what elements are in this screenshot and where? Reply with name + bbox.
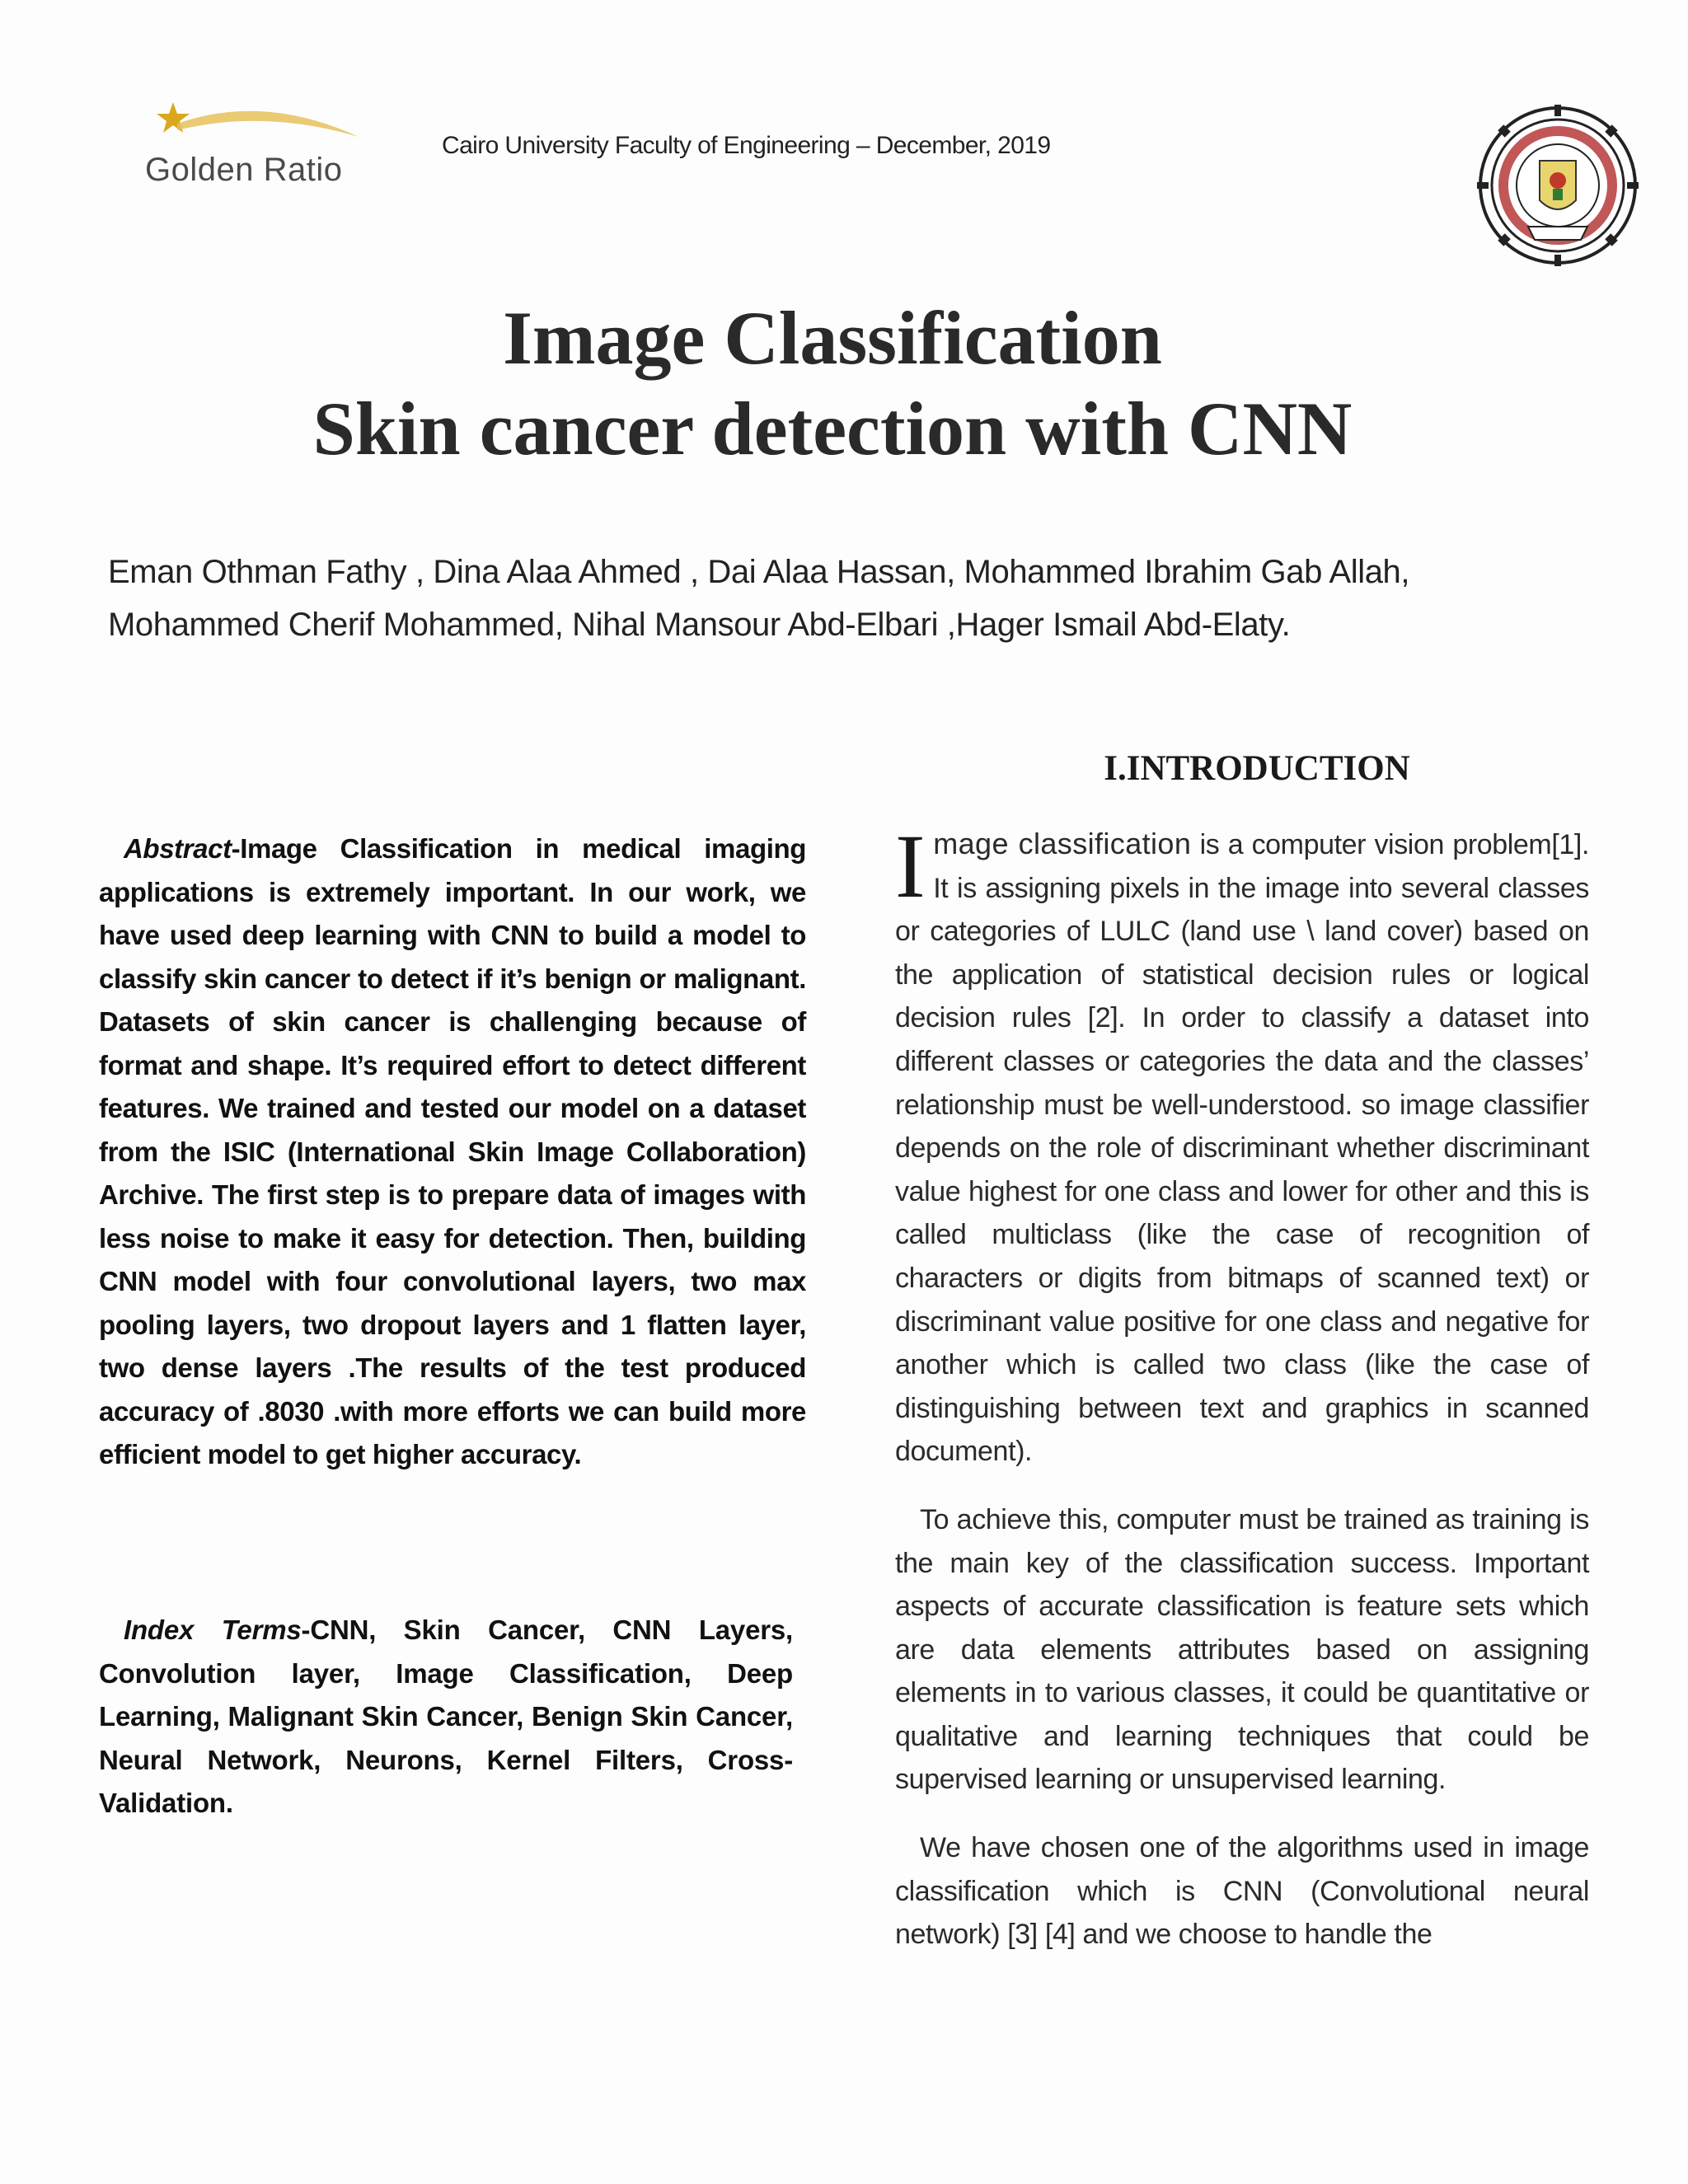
drop-cap: I bbox=[895, 816, 926, 916]
title-line-2: Skin cancer detection with CNN bbox=[312, 387, 1353, 471]
paper-title bbox=[0, 293, 1665, 474]
index-terms-paragraph bbox=[99, 1609, 793, 1825]
intro-paragraph-1 bbox=[895, 816, 1589, 1474]
intro-paragraph-1-text: is a computer vision problem[1]. It is assigning pixels in the image into several classes or categories of LULC (land use \ land cover) based on the application of statistical decision rules or logical decision rules [2]. In order to classify a dataset into different classes or categories the data and the classes’ relationship must be well-understood. so image classifier depends on the role of discriminant whether discriminant value highest for one class and lower for other and this is called multiclass (like the case of recognition of characters or digits from bitmaps of scanned text) or discriminant value positive for one class and negative for another which is called two class (like the case of distinguishing between text and graphics in scanned document). bbox=[895, 829, 1589, 1468]
logo-text: Golden Ratio bbox=[145, 152, 343, 188]
author-list bbox=[108, 546, 1592, 651]
introduction-body bbox=[895, 816, 1589, 1981]
index-terms-label: Index Terms bbox=[124, 1615, 302, 1645]
authors-line-1: Eman Othman Fathy , Dina Alaa Ahmed , Dai Alaa Hassan, Mohammed Ibrahim Gab Allah, bbox=[108, 554, 1410, 590]
institution-date-line: Cairo University Faculty of Engineering – December, 2019 bbox=[442, 132, 1051, 159]
abstract-text: -Image Classification in medical imaging applications is extremely important. In our work, we have used deep learning with CNN to build a model to classify skin cancer to detect if it’s benign or malignant. Datasets of skin cancer is challenging because of format and shape. It’s required effort to detect different features. We trained and tested our model on a dataset from the ISIC (International Skin Image Collaboration) Archive. The first step is to prepare data of images with less noise to make it easy for detection. Then, building CNN model with four convolutional layers, two max pooling layers, two dropout layers and 1 flatten layer, two dense layers .The results of the test produced accuracy of .8030 .with more efforts we can build more efficient model to get higher accuracy. bbox=[99, 833, 806, 1469]
abstract-label: Abstract bbox=[124, 833, 232, 864]
intro-paragraph-2: To achieve this, computer must be trained as training is the main key of the classification success. Important aspects of accurate classification is feature sets which are data elements attributes based on assigning elements in to various classes, it could be quantitative or qualitative and learning techniques that could be supervised learning or unsupervised learning. bbox=[895, 1503, 1589, 1796]
title-line-1: Image Classification bbox=[503, 296, 1162, 380]
intro-paragraph-3: We have chosen one of the algorithms used in image classification which is CNN (Convolutional neural network) [3] [4] and we choose to handle the bbox=[895, 1832, 1589, 1951]
introduction-heading: I.INTRODUCTION bbox=[1104, 749, 1410, 788]
index-terms-text: -CNN, Skin Cancer, CNN Layers, Convolution layer, Image Classification, Deep Learning, Malignant Skin Cancer, Benign Skin Cancer, Neural Network, Neurons, Kernel Filters, Cross-Validation. bbox=[99, 1615, 793, 1818]
university-seal-icon bbox=[1475, 103, 1640, 268]
golden-ratio-logo bbox=[140, 97, 363, 196]
intro-lead-words: mage classification bbox=[933, 827, 1192, 860]
authors-line-2: Mohammed Cherif Mohammed, Nihal Mansour Abd-Elbari ,Hager Ismail Abd-Elaty. bbox=[108, 607, 1291, 643]
abstract-paragraph bbox=[99, 827, 806, 1477]
